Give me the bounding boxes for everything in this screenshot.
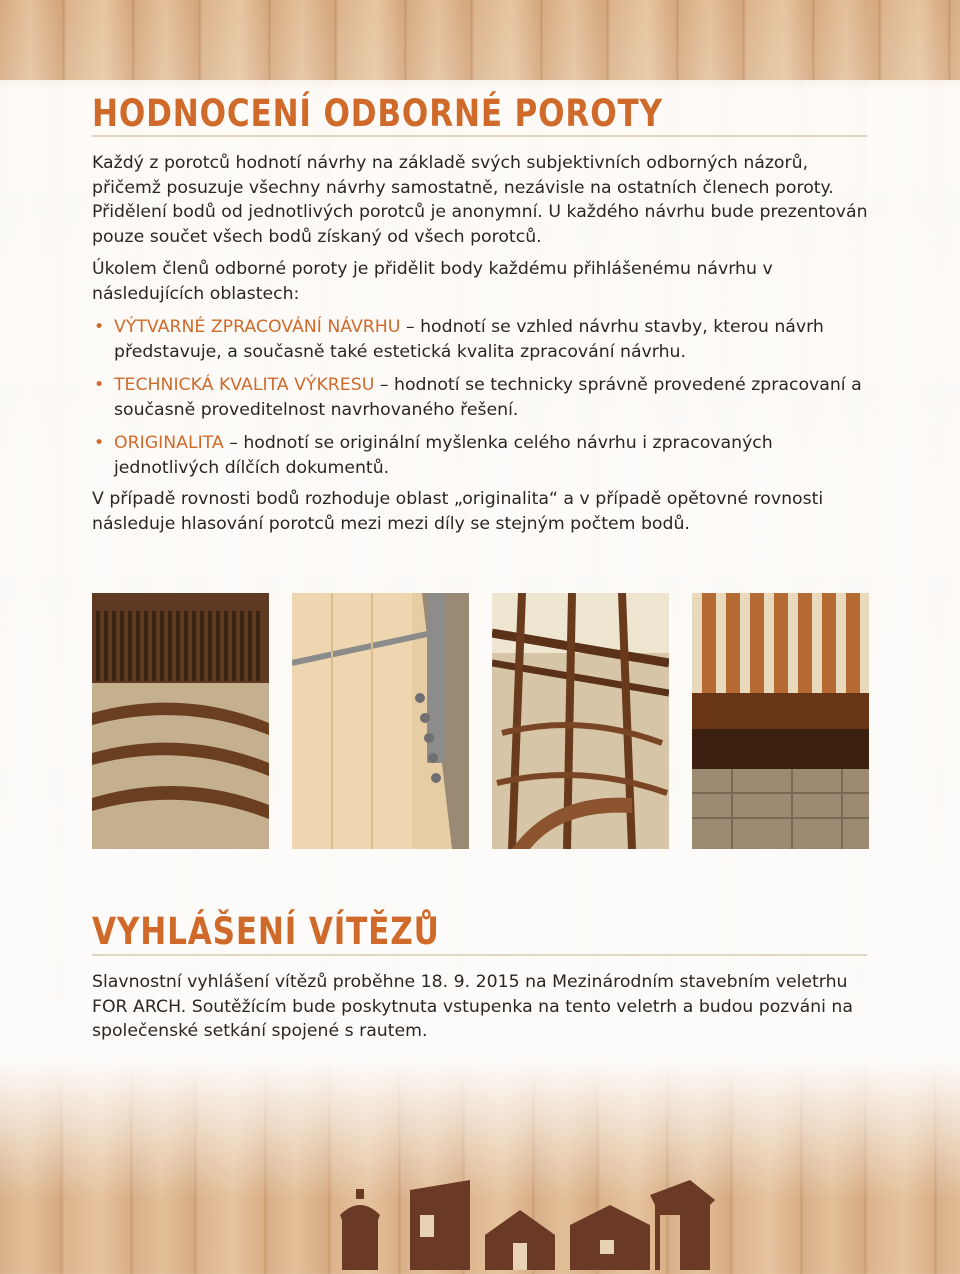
winners-paragraph: Slavnostní vyhlášení vítězů proběhne 18. 9. 2015 na Mezinárodním stavebním veletrhu FOR ARCH. Soutěžícím bude poskytnuta vstupenka na tento veletrh a budou pozváni na společenské setkání spojené s rautem. bbox=[92, 972, 853, 1041]
jury-paragraph-1: Každý z porotců hodnotí návrhy na základě svých subjektivních odborných názorů, přičemž posuzuje všechny návrhy samostatně, nezávisle na ostatních členech poroty. Přidělení bodů od jednotlivých porotců je anonymní. U každého návrhu bude prezentován pouze součet všech bodů získaný od všech porotců. bbox=[92, 153, 868, 247]
criterion-term: TECHNICKÁ KVALITA VÝKRESU bbox=[114, 375, 375, 395]
criterion-text: – hodnotí se vzhled návrhu stavby, kterou návrh představuje, a současně také estetická kvalita zpracování návrhu. bbox=[114, 317, 824, 362]
criterion-text: – hodnotí se technicky správně provedené zpracovaní a současně proveditelnost navrhovaného řešení. bbox=[114, 375, 862, 420]
criterion-text: – hodnotí se originální myšlenka celého návrhu i zpracovaných jednotlivých dílčích dokumentů. bbox=[114, 433, 773, 478]
list-item bbox=[92, 431, 882, 480]
bullet-icon: • bbox=[94, 317, 105, 337]
building-silhouettes bbox=[320, 1175, 720, 1270]
criteria-list bbox=[92, 315, 882, 489]
wood-background-top bbox=[0, 0, 960, 80]
photo-timber-joint bbox=[292, 593, 469, 849]
section-title-winners: VYHLÁŠENÍ VÍTĚZŮ bbox=[92, 910, 440, 953]
list-item bbox=[92, 373, 882, 422]
bullet-icon: • bbox=[94, 375, 105, 395]
title-divider bbox=[92, 135, 867, 137]
photo-wooden-beams bbox=[92, 593, 269, 849]
section-title-jury: HODNOCENÍ ODBORNÉ POROTY bbox=[92, 92, 663, 135]
title-divider bbox=[92, 954, 867, 956]
jury-paragraph-2: Úkolem členů odborné poroty je přidělit body každému přihlášenému návrhu v následujících oblastech: bbox=[92, 259, 773, 304]
criterion-term: VÝTVARNÉ ZPRACOVÁNÍ NÁVRHU bbox=[114, 317, 401, 337]
photo-log-railing bbox=[692, 593, 869, 849]
criterion-term: ORIGINALITA bbox=[114, 433, 224, 453]
list-item bbox=[92, 315, 882, 364]
photo-ceiling-rafters bbox=[492, 593, 669, 849]
bullet-icon: • bbox=[94, 433, 105, 453]
jury-paragraph-3: V případě rovnosti bodů rozhoduje oblast „originalita“ a v případě opětovné rovnosti následuje hlasování porotců mezi mezi díly se stejným počtem bodů. bbox=[92, 489, 824, 534]
